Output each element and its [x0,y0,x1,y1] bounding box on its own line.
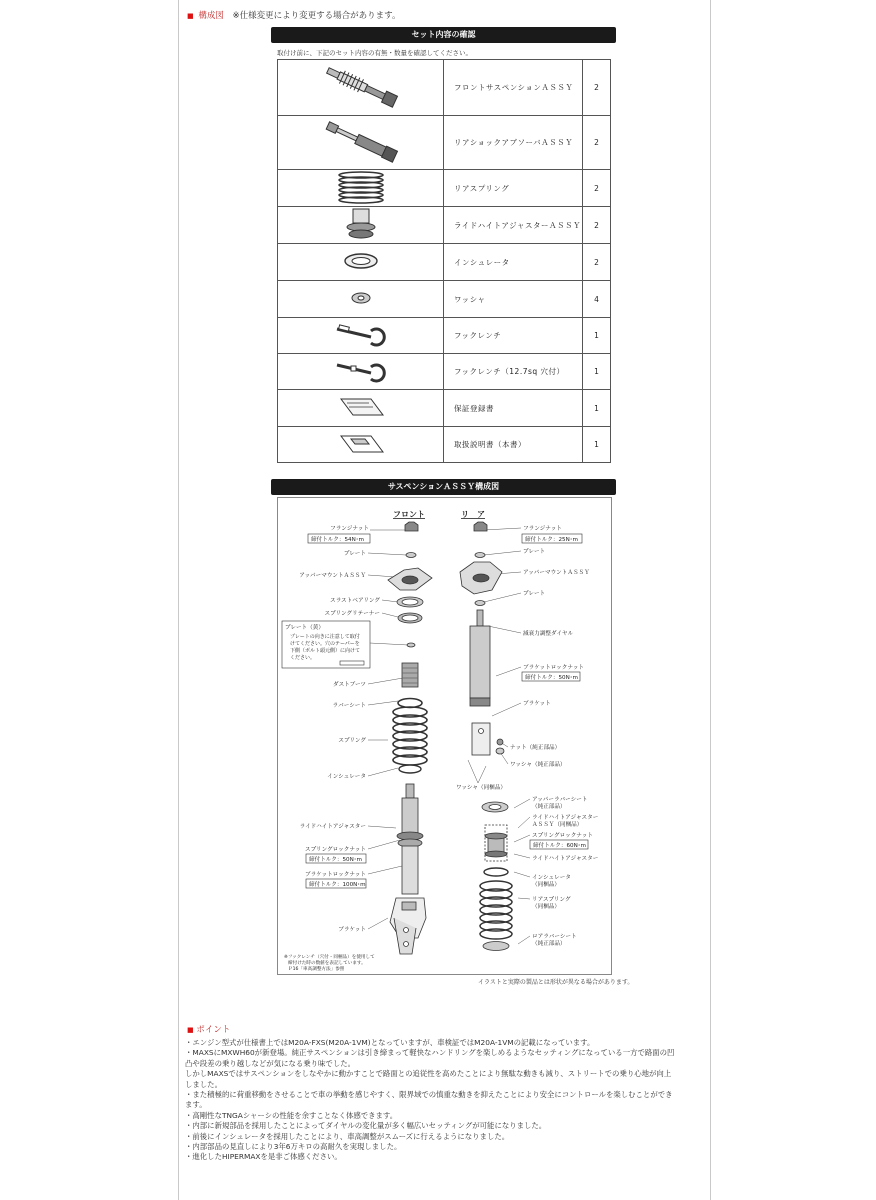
rear-spring-drawing [480,881,512,939]
rear-lower-rubber-drawing [483,942,509,951]
rear-washer-included-label: ワッシャ（同梱品） [456,785,506,791]
item-name: ワッシャ [444,281,583,318]
item-qty: 2 [583,116,611,170]
table-row [278,390,611,427]
rear-plate-top-label: プレート [523,549,546,555]
rear-plate-label: プレート [523,591,546,597]
item-name: フックレンチ [444,318,583,354]
item-name: フロントサスペンションＡＳＳＹ [444,60,583,116]
front-bracket-label: ブラケット [338,927,366,933]
item-name: フックレンチ（12.7sq 穴付） [444,354,583,390]
item-qty: 2 [583,244,611,281]
front-spring-label: スプリング [338,738,366,744]
rear-upper-rubber-sub: （純正部品） [532,804,566,810]
front-title: フロント [393,510,425,519]
item-qty: 2 [583,170,611,207]
hook-wrench-square-icon [278,354,444,390]
header-label: 構成図 [198,11,224,21]
diagram-title: サスペンションＡＳＳＹ構成図 [271,479,616,495]
point-line: ・MAXSにMXWH60が新登場。純正サスペンションは引き締まって軽快なハンドリングを楽しめるようなセッティングになっている一方で路面の凹 [185,1048,675,1058]
rear-adjuster-assy-sub: ＡＳＳＹ（同梱品） [532,822,583,828]
item-name: 保証登録書 [444,390,583,427]
header-bullet: ■ [187,12,194,20]
rear-damping-dial-label: 減衰力調整ダイヤル [523,631,574,637]
rear-insulator-sub: （同梱品） [532,882,560,888]
point-line: しかしMAXSではサスペンションをしなやかに動かすことで路面との追従性を高めたことにより無駄な動きも減り、ストリートでの乗り心地が向上 [185,1069,672,1079]
footnote-line: Ｐ16「車高調整方法」参照 [288,967,345,972]
footnote-line: ※フックレンチ（穴付・同梱品）を使用して [284,955,375,960]
hook-wrench-icon [278,318,444,354]
front-spring-drawing [393,707,427,765]
plate-note-line: ください。 [290,655,316,661]
ride-height-adjuster-icon [278,207,444,244]
point-line: ・エンジン型式が仕様書上ではM20A-FXS(M20A-1VM)となっていますが、車検証ではM20A-1VMの記載になっています。 [185,1038,595,1047]
item-qty: 4 [583,281,611,318]
plate-note-line: けてください。穴のテーパーを [290,641,360,647]
rear-nut-label: ナット（純正部品） [510,745,561,751]
front-bracket-lock-label: ブラケットロックナット [304,872,366,878]
item-qty: 1 [583,354,611,390]
table-row [278,207,611,244]
rear-shock-icon [278,116,444,170]
front-flange-torque: 締付トルク：54N･m [311,537,364,543]
front-damper-drawing [390,765,426,954]
footnote-line: 締付けた時の数値を表記しています。 [288,961,366,966]
rear-title: リ ア [461,510,485,519]
rear-bracket-lock-label: ブラケットロックナット [523,665,585,671]
item-name: ライドハイトアジャスターＡＳＳＹ [444,207,583,244]
rear-bracket-lock-torque: 締付トルク：50N･m [525,675,578,681]
item-name: インシュレータ [444,244,583,281]
table-row [278,318,611,354]
front-suspension-icon [278,60,444,116]
plate-note-title: プレート（黄） [285,625,324,631]
front-thrust-bearing-label: スラストベアリング [330,598,380,604]
table-row [278,354,611,390]
table-row [278,170,611,207]
rear-lower-rubber-label: ロアラバーシート [532,934,577,940]
header-note: ※仕様変更により変更する場合があります。 [232,11,401,21]
item-name: 取扱説明書（本書） [444,427,583,463]
front-spring-retainer-label: スプリングリテーナー [324,611,380,617]
front-spring-lock-torque: 締付トルク：50N･m [309,857,362,863]
table-row [278,244,611,281]
rear-bracket-label: ブラケット [523,701,551,707]
front-flange-nut-label: フランジナット [330,526,369,532]
rear-insulator-label: インシュレータ [532,875,571,881]
rear-spring-label: リアスプリング [532,897,571,903]
item-qty: 1 [583,390,611,427]
points-list [185,1038,705,1163]
rear-washer-oem-label: ワッシャ（純正部品） [510,762,566,768]
item-name: リアスプリング [444,170,583,207]
rear-spring-sub: （同梱品） [532,904,560,910]
table-row [278,116,611,170]
front-upper-mount-label: アッパーマウントＡＳＳＹ [299,573,366,579]
plate-note-illustration [340,661,364,665]
plate-note-line: プレートの向きに注意して取付 [290,634,360,640]
point-line: ・内部部品の見直しにより3年6万キロの高耐久を実現しました。 [185,1142,402,1152]
warranty-document-icon [278,390,444,427]
suspension-diagram [277,497,612,975]
rear-flange-torque: 締付トルク：25N･m [525,537,578,543]
manual-document-icon [278,427,444,463]
rear-flange-nut-label: フランジナット [523,526,562,532]
front-plate-label: プレート [343,551,366,557]
item-name: リアショックアブソーバＡＳＳＹ [444,116,583,170]
item-qty: 1 [583,318,611,354]
point-line: 凸や段差の乗り越しなどが気になる乗り味でした。 [185,1058,355,1068]
set-contents-title: セット内容の確認 [271,27,616,43]
front-ride-height-label: ライドハイトアジャスター [299,824,366,830]
points-title: ポイント [196,1025,231,1035]
front-dust-boot-label: ダストブーツ [332,682,366,688]
table-row [278,60,611,116]
point-line: ・また積極的に荷重移動をさせることで車の挙動を感じやすく、限界域での慎重な動きを抑えたことにより安全にコントロールを楽しむことができ [185,1090,673,1100]
item-qty: 2 [583,60,611,116]
washer-icon [278,281,444,318]
item-qty: 1 [583,427,611,463]
header-line [187,9,401,21]
parts-table [277,59,611,463]
point-line: ・高剛性なTNGAシャーシの性能を余すことなく体感できます。 [185,1110,398,1120]
point-line: ます。 [185,1100,207,1110]
item-qty: 2 [583,207,611,244]
insulator-icon [278,244,444,281]
rear-upper-rubber-label: アッパーラバーシート [532,797,588,803]
point-line: ・内部に新規部品を採用したことによってダイヤルの変化量が多く幅広いセッティングが可能になりました。 [185,1121,547,1131]
rear-assembly-drawing [460,522,508,876]
point-line: ・前後にインシュレータを採用したことにより、車高調整がスムーズに行えるようになりました。 [185,1131,510,1141]
point-line: しました。 [185,1079,222,1089]
rear-spring-icon [278,170,444,207]
front-insulator-label: インシュレータ [327,774,366,780]
diagram-caption: イラストと実際の製品とは形状が異なる場合があります。 [478,979,634,986]
table-row [278,427,611,463]
front-rubber-sheet-label: ラバーシート [332,703,366,709]
rear-spring-lock-torque: 締付トルク：60N･m [533,843,586,849]
rear-upper-mount-label: アッパーマウントＡＳＳＹ [523,570,590,576]
points-bullet: ■ [187,1026,194,1034]
points-heading [187,1023,230,1035]
plate-note-line: 下側（ボルト頭元側）に向けて [290,648,361,654]
point-line: ・進化したHIPERMAXを是非ご体感ください。 [185,1152,342,1162]
set-contents-note: 取付け前に、下記のセット内容の有無・数量を確認してください。 [277,49,472,57]
rear-adjuster-assy-label: ライドハイトアジャスター [532,815,599,821]
rear-lower-rubber-sub: （純正部品） [532,941,566,947]
front-spring-lock-label: スプリングロックナット [305,847,366,853]
front-bracket-lock-torque: 締付トルク：100N･m [309,882,366,888]
rear-adjuster-label: ライドハイトアジャスター [532,856,599,862]
rear-spring-lock-label: スプリングロックナット [532,833,593,839]
table-row [278,281,611,318]
